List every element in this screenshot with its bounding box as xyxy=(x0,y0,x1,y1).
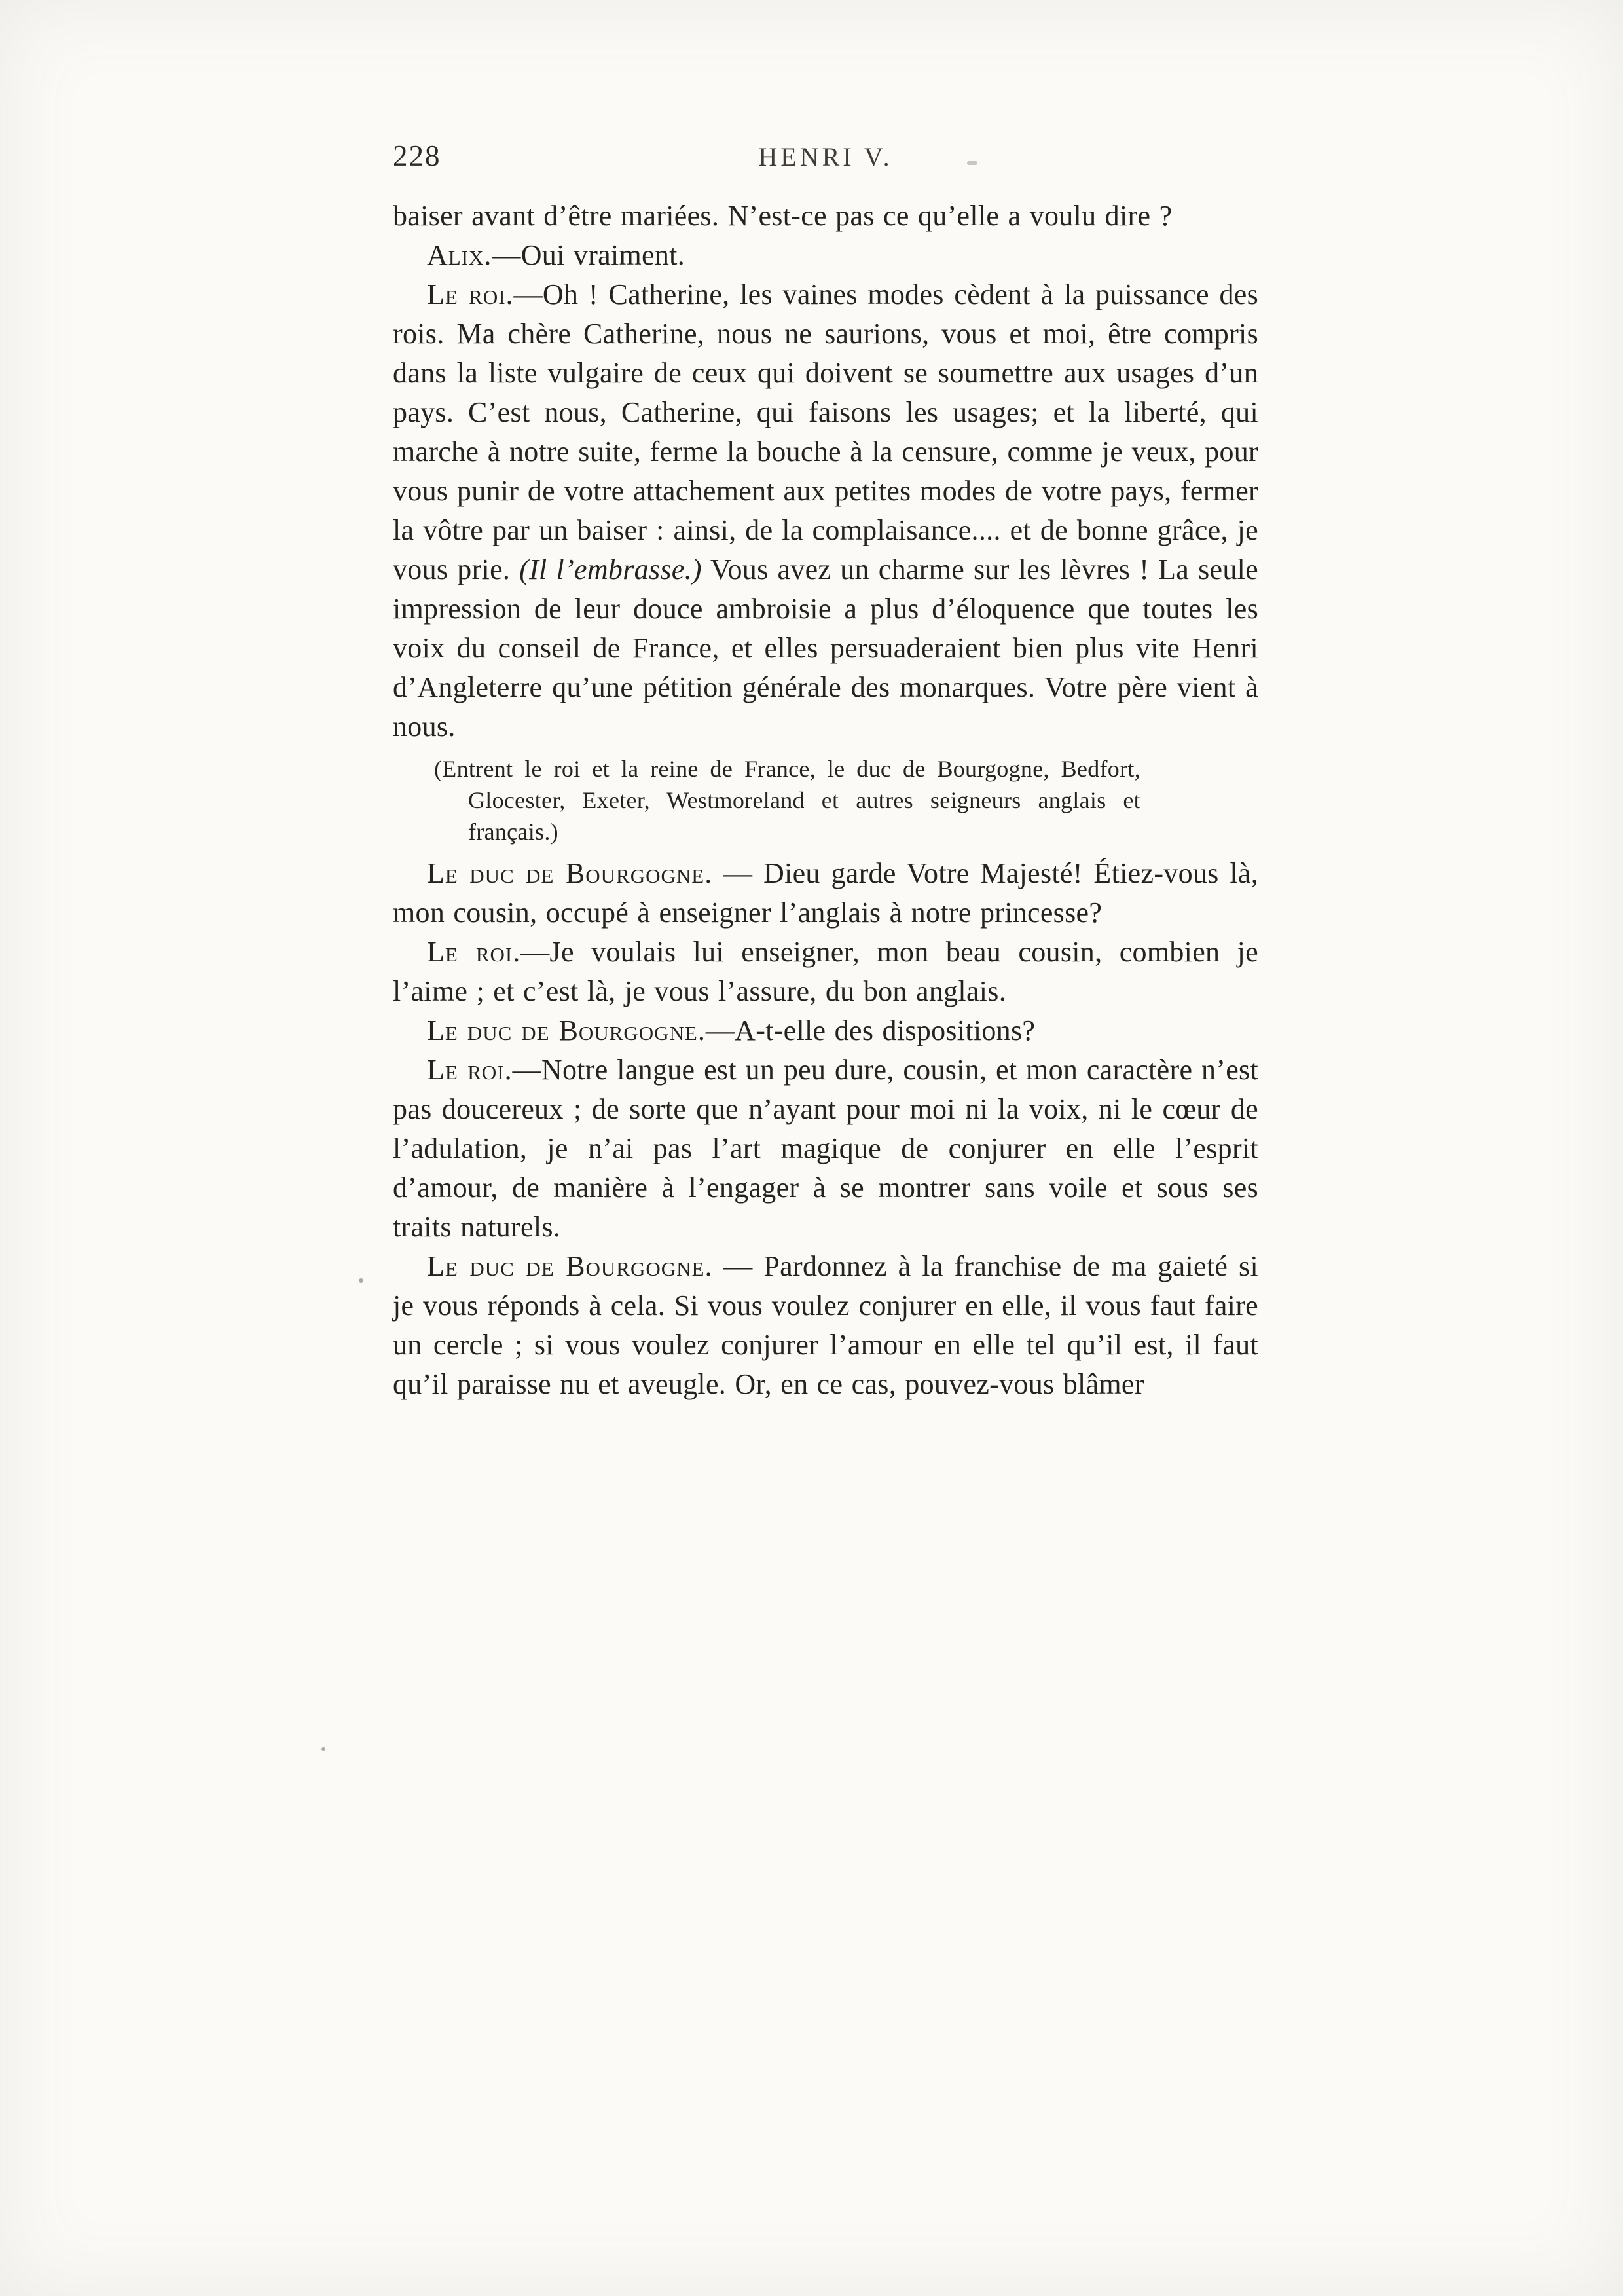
scan-speckle xyxy=(321,1747,325,1751)
paragraph xyxy=(393,275,1258,747)
paragraph xyxy=(393,1247,1258,1404)
text-segment: —Oui vraiment. xyxy=(492,239,685,271)
text-segment: —Je voulais lui enseigner, mon beau cousin, combien je l’aime ; et c’est là, je vous l’assure, du bon anglais. xyxy=(393,936,1258,1007)
paragraphs xyxy=(393,196,1258,1404)
speaker-name: Le roi. xyxy=(427,278,514,310)
paragraph xyxy=(393,236,1258,275)
text-segment: —Oh ! Catherine, les vaines modes cèdent à la puissance des rois. Ma chère Catherine, nous ne saurions, vous et moi, être compris dans la liste vulgaire de ceux qui doivent se soumettre aux usages d’un pays. C’est nous, Catherine, qui faisons les usages; et la liberté, qui marche à notre suite, ferme la bouche à la censure, comme je veux, pour vous punir de votre attachement aux petites modes de votre pays, fermer la vôtre par un baiser : ainsi, de la complaisance.... et de bonne grâce, je vous prie. xyxy=(393,278,1259,585)
page-number: 228 xyxy=(393,139,441,172)
page-header xyxy=(393,139,1258,173)
paragraph xyxy=(393,933,1258,1011)
inline-stage-cue: (Il l’embrasse.) xyxy=(519,553,702,585)
text-segment: —Notre langue est un peu dure, cousin, et mon caractère n’est pas doucereux ; de sorte que n’ayant pour moi ni la voix, ni le cœur de l’adulation, je n’ai pas l’art magique de conjurer en elle l’esprit d’amour, de manière à l’engager à se montrer sans voile et sous ses traits naturels. xyxy=(393,1054,1259,1243)
scan-speckle xyxy=(359,1278,363,1283)
speaker-name: Le duc de Bourgogne. xyxy=(427,1014,706,1046)
text-block xyxy=(393,139,1258,1404)
speaker-name: Le roi. xyxy=(427,936,521,968)
speaker-name: Le roi. xyxy=(427,1054,513,1086)
text-segment: baiser avant d’être mariées. N’est-ce pas ce qu’elle a voulu dire ? xyxy=(393,200,1173,232)
text-segment: — Dieu garde Votre Majesté! Étiez-vous là, mon cousin, occupé à enseigner l’anglais à notre princesse? xyxy=(393,857,1258,929)
paragraph xyxy=(393,196,1258,236)
paragraph xyxy=(393,1011,1258,1050)
running-title: HENRI V. xyxy=(758,142,893,172)
paragraph xyxy=(393,1050,1258,1247)
paragraph xyxy=(393,854,1258,933)
stage-direction xyxy=(434,753,1140,847)
text-segment: (Entrent le roi et la reine de France, le duc de Bourgogne, Bedfort, Glocester, Exeter, Westmoreland et autres seigneurs anglais et français.) xyxy=(434,756,1140,845)
text-segment: — Pardonnez à la franchise de ma gaieté si je vous réponds à cela. Si vous voulez conjurer en elle, il vous faut faire un cercle ; si vous voulez conjurer l’amour en elle tel qu’il est, il faut qu’il paraisse nu et aveugle. Or, en ce cas, pouvez-vous blâmer xyxy=(393,1250,1258,1400)
text-segment: —A-t-elle des dispositions? xyxy=(705,1014,1036,1046)
text-segment: Vous avez un charme sur les lèvres ! La seule impression de leur douce ambroisie a plus d’éloquence que toutes les voix du conseil de France, et elles persuaderaient bien plus vite Henri d’Angleterre qu’une pétition générale des monarques. Votre père vient à nous. xyxy=(393,553,1258,743)
speaker-name: Le duc de Bourgogne. xyxy=(427,857,713,889)
speaker-name: Alix. xyxy=(427,239,492,271)
speaker-name: Le duc de Bourgogne. xyxy=(427,1250,713,1282)
